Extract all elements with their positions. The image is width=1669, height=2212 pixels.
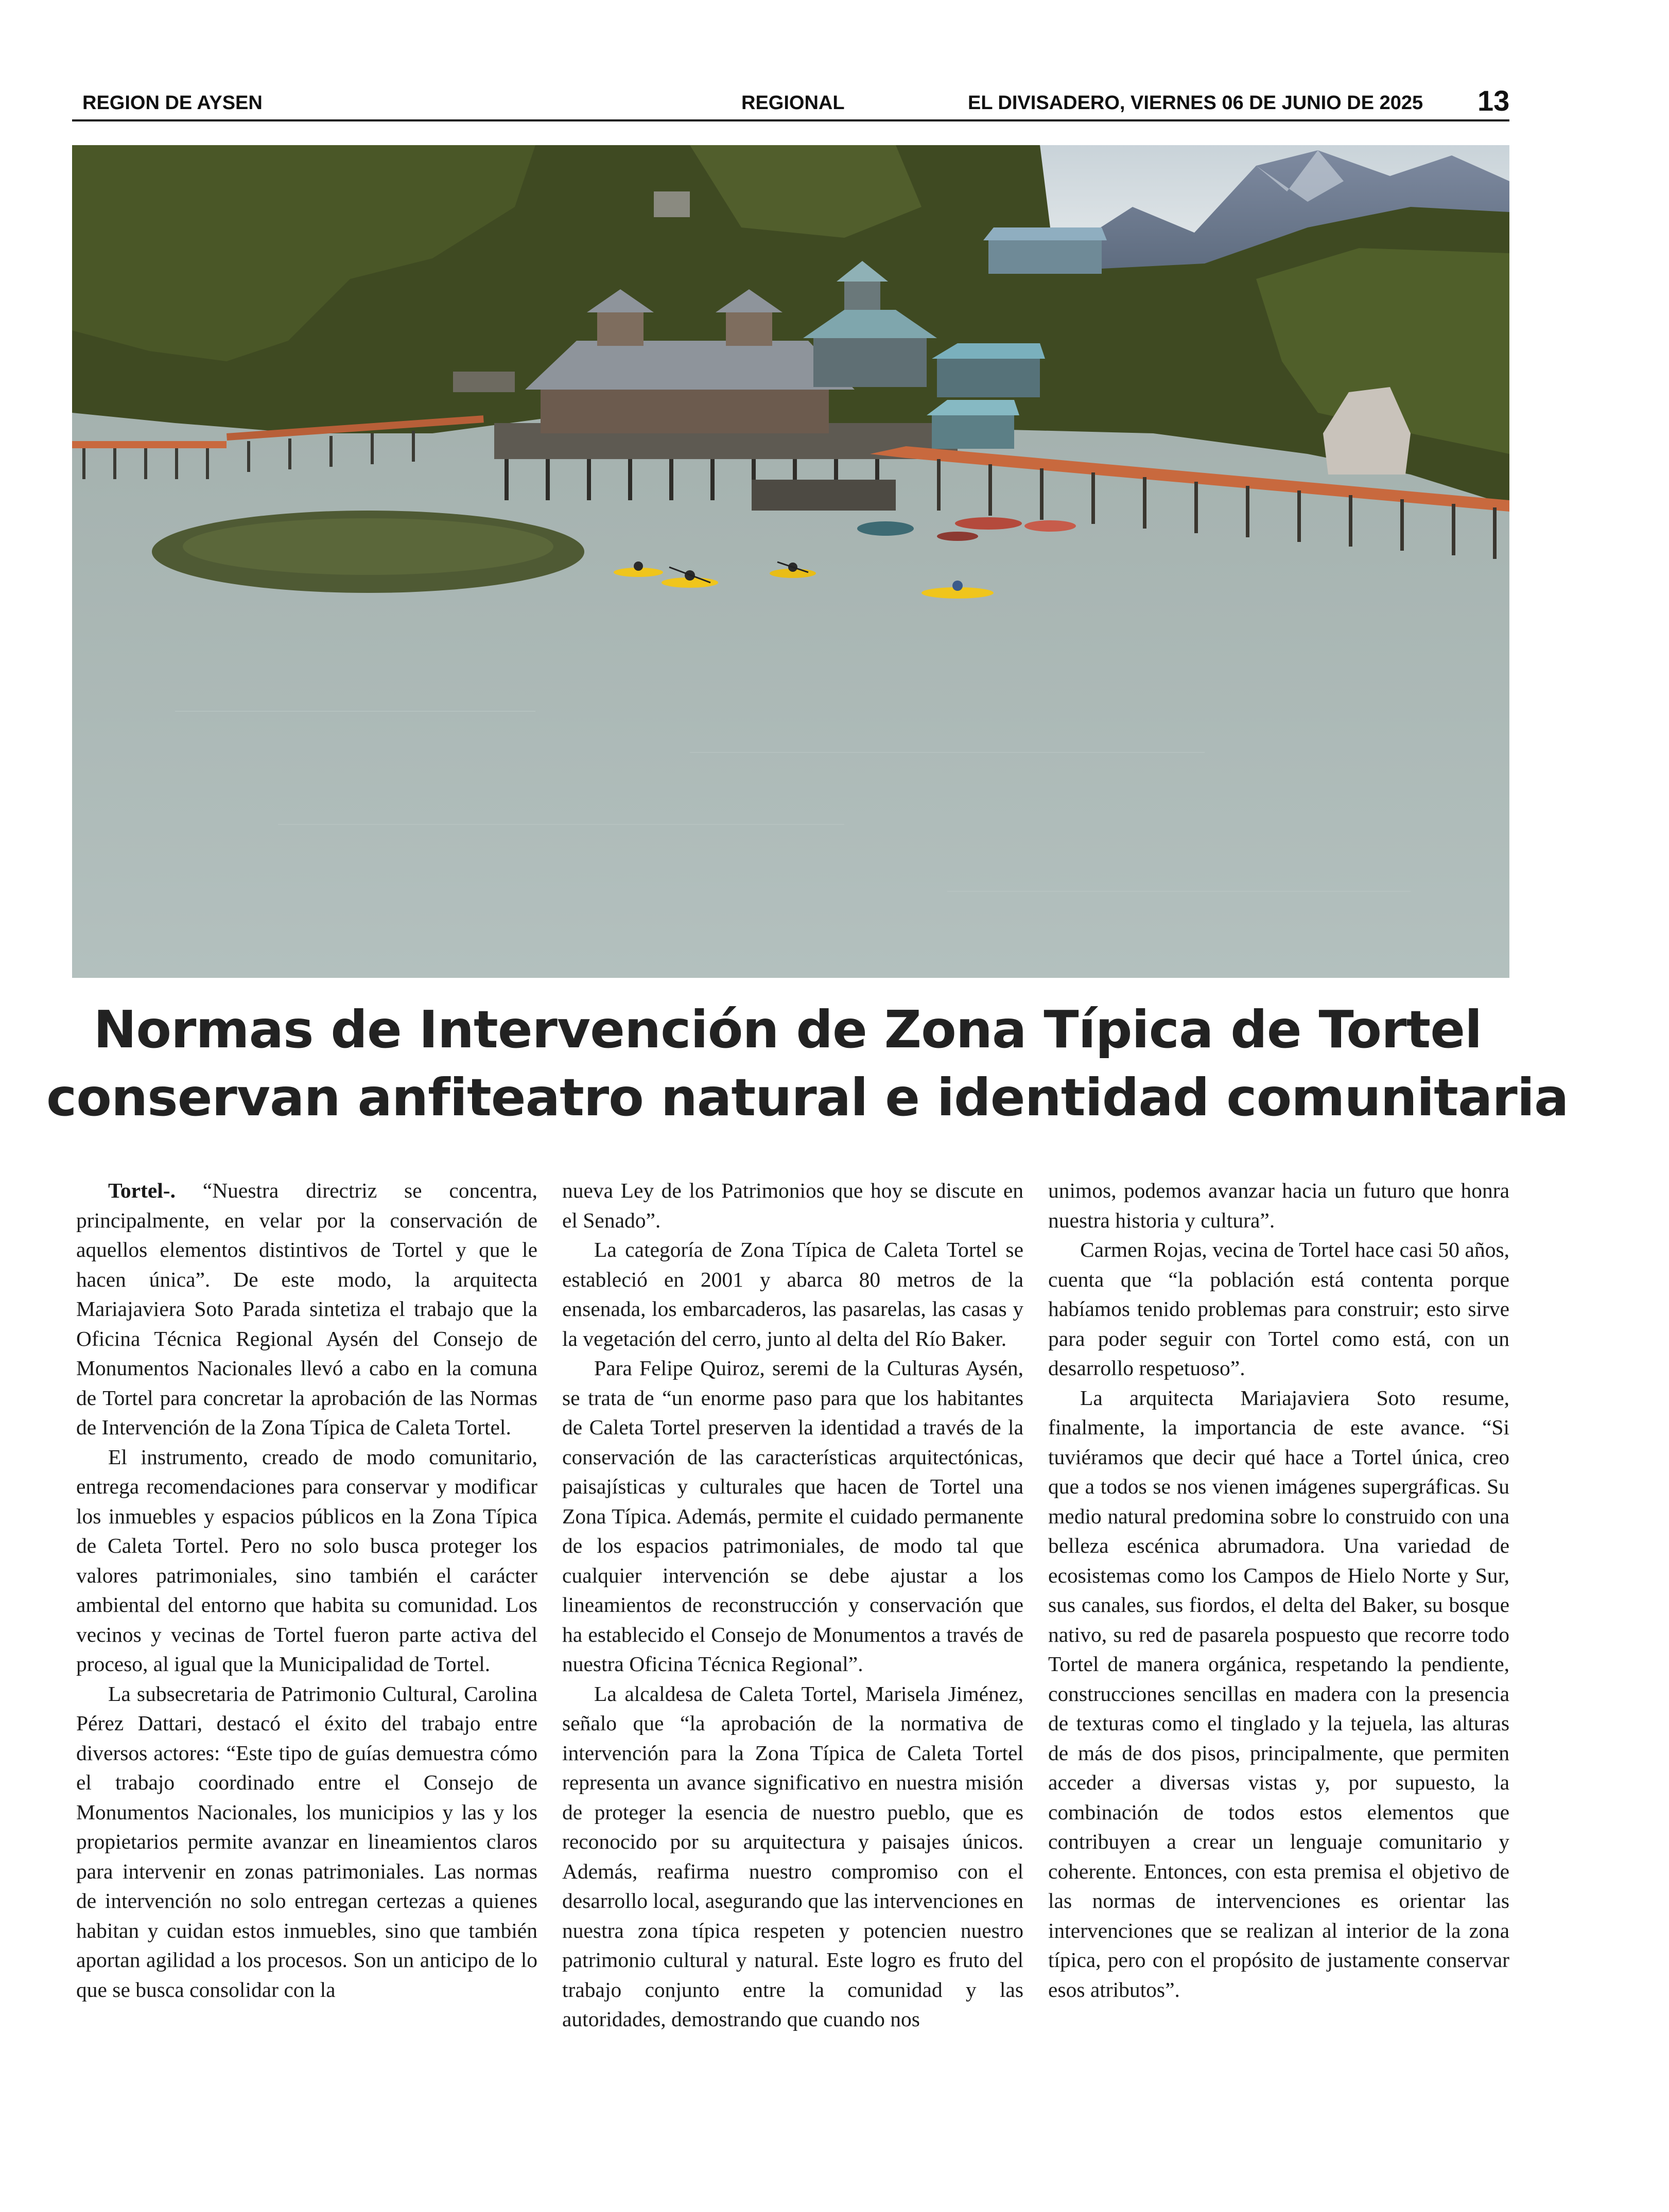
page-number: 13 [1477,84,1510,117]
paragraph: La alcaldesa de Caleta Tortel, Marisela Jiménez, señalo que “la aprobación de la normativa de intervención para la Zona Típica de Caleta Tortel representa un avance significativo en nuestra misión de proteger la esencia de nuestro pueblo, que es reconocido por su arquitectura y paisajes únicos. Además, reafirma nuestro compromiso con el desarrollo local, asegurando que las intervenciones en nuestra zona típica respeten y potencien nuestro patrimonio cultural y natural. Este logro es fruto del trabajo conjunto entre la comunidad y las autoridades, demostrando que cuando nos [562,1681,1023,2031]
paragraph: Carmen Rojas, vecina de Tortel hace casi 50 años, cuenta que “la población está contenta porque habíamos tenido problemas para construir; esto sirve para poder seguir con Tortel como está, con un desarrollo respetuoso”. [1048,1238,1509,1380]
publication-dateline: EL DIVISADERO, VIERNES 06 DE JUNIO DE 2025 [968,92,1423,114]
column-1 [76,1176,537,2200]
paragraph [76,1176,537,1443]
article-photo [72,145,1509,978]
paragraph: El instrumento, creado de modo comunitario, entrega recomendaciones para conservar y modificar los inmuebles y espacios públicos en la Zona Típica de Caleta Tortel. Pero no solo busca proteger los valores patrimoniales, sino también el carácter ambiental del entorno que habita su comunidad. Los vecinos y vecinas de Tortel fueron parte activa del proceso, al igual que la Municipalidad de Tortel. [76,1445,537,1676]
paragraph: unimos, podemos avanzar hacia un futuro que honra nuestra historia y cultura”. [1048,1179,1509,1232]
headline-line-1: Normas de Intervención de Zona Típica de Tortel [93,999,1482,1060]
paragraph: nueva Ley de los Patrimonios que hoy se discute en el Senado”. [562,1179,1023,1232]
article-body [76,1176,1509,2200]
paragraph: La categoría de Zona Típica de Caleta Tortel se estableció en 2001 y abarca 80 metros de la ensenada, los embarcaderos, las pasarelas, las casas y la vegetación del cerro, junto al delta del Río Baker. [562,1238,1023,1350]
paragraph-text: “Nuestra directriz se concentra, principalmente, en velar por la conservación de aquellos elementos distintivos de Tortel y que le hacen única”. De este modo, la arquitecta Mariajaviera Soto Parada sintetiza el trabajo que la Oficina Técnica Regional Aysén del Consejo de Monumentos Nacionales llevó a cabo en la comuna de Tortel para concretar la aprobación de las Normas de Intervención de la Zona Típica de Caleta Tortel. [76,1179,537,1439]
main-building [541,387,829,433]
article-headline [46,996,1569,1132]
moored-boat [857,521,914,536]
paragraph: La subsecretaria de Patrimonio Cultural, Carolina Pérez Dattari, destacó el éxito del trabajo entre diversos actores: “Este tipo de guías demuestra cómo el trabajo coordinado entre el Consejo de Monumentos Nacionales, los municipios y las y los propietarios permite avanzar en lineamientos claros para intervenir en zonas patrimoniales. Las normas de intervención no solo entregan certezas a quienes habitan y cuidan estos inmuebles, sino que también aportan agilidad a los procesos. Son un anticipo de lo que se busca consolidar con la [76,1681,537,2002]
dateline: Tortel-. [108,1179,176,1202]
section-label: REGION DE AYSEN [82,92,263,114]
page-header [72,78,1509,121]
paragraph: Para Felipe Quiroz, seremi de la Culturas Aysén, se trata de “un enorme paso para que los habitantes de Caleta Tortel preserven la identidad a través de la conservación de las características arquitectónicas, paisajísticas y culturales que hacen de Tortel una Zona Típica. Además, permite el cuidado permanente de los espacios patrimoniales, de modo tal que cualquier intervención se debe ajustar a los lineamientos de reconstrucción y conservación que ha establecido el Consejo de Monumentos a través de nuestra Oficina Técnica Regional”. [562,1356,1023,1676]
paragraph: La arquitecta Mariajaviera Soto resume, finalmente, la importancia de este avance. “Si tuviéramos que decir qué hace a Tortel única, creo que a todos se nos vienen imágenes supergráficas. Su medio natural predomina sobre lo construido con una belleza escénica abrumadora. Una variedad de ecosistemas como los Campos de Hielo Norte y Sur, sus canales, sus fiordos, el delta del Baker, su bosque nativo, su red de pasarela pospuesto que recorre todo Tortel de manera orgánica, respetando la pendiente, construcciones sencillas en madera con la presencia de texturas como el tinglado y la tejuela, las alturas de más de dos pisos, principalmente, que permiten acceder a diversas vistas y, por supuesto, la combinación de todos estos elementos que contribuyen a crear un lenguaje comunitario y coherente. Entonces, con esta premisa el objetivo de las normas de intervenciones es orientar las intervenciones que se realizan al interior de la zona típica, pero con el propósito de justamente conservar esos atributos”. [1048,1385,1509,2002]
left-walkway [72,441,227,448]
main-roof [525,341,855,390]
column-2 [562,1176,1023,2200]
column-3 [1048,1176,1509,2200]
headline-line-2: conservan anfiteatro natural e identidad comunitaria [46,1067,1569,1128]
category-label: REGIONAL [741,92,845,114]
